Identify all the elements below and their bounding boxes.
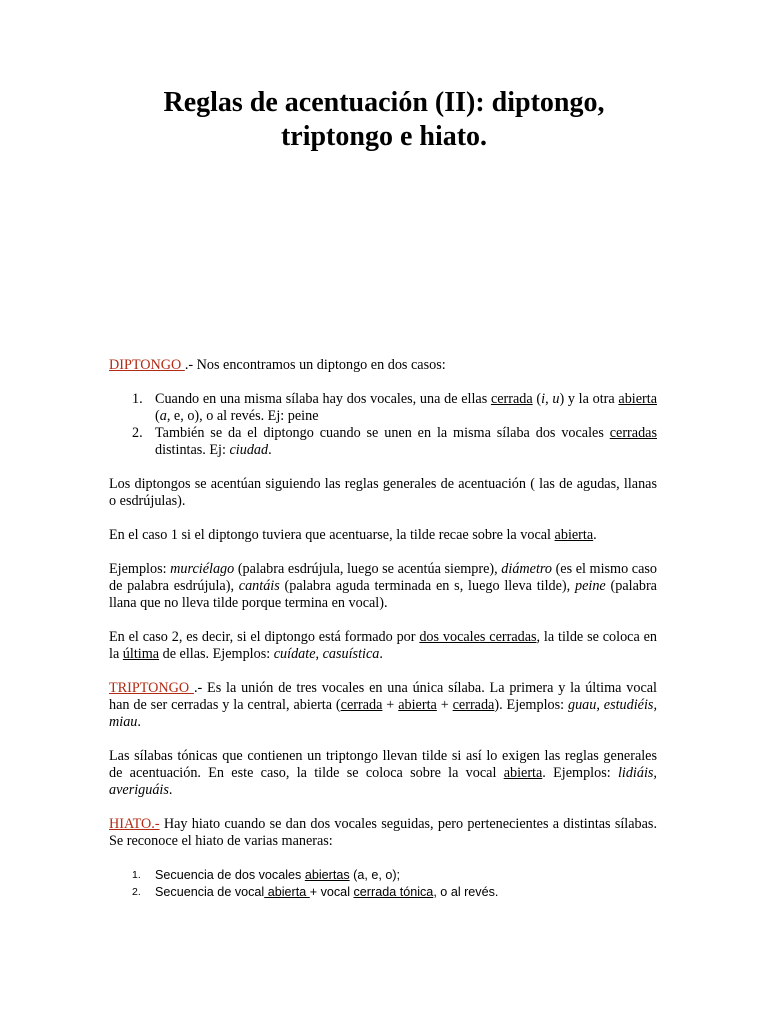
list-item: 1. Cuando en una misma sílaba hay dos vocales, una de ellas cerrada (i, u) y la otra abierta (a, e, o), o al revés. Ej: peine bbox=[132, 391, 657, 424]
title-line-2: triptongo e hiato. bbox=[280, 121, 488, 152]
list-item: 2. Secuencia de vocal abierta + vocal cerrada tónica, o al revés. bbox=[132, 885, 499, 899]
hiato-list bbox=[109, 867, 657, 901]
diptongo-rule: Los diptongos se acentúan siguiendo las reglas generales de acentuación ( las de agudas, llanas o esdrújulas). bbox=[109, 476, 657, 509]
list-item: 1. Secuencia de dos vocales abiertas (a, e, o); bbox=[132, 868, 401, 882]
document-body bbox=[109, 357, 657, 901]
hiato-heading: HIATO.- bbox=[109, 816, 160, 832]
hiato-definition: HIATO.- Hay hiato cuando se dan dos vocales seguidas, pero pertenecientes a distintas sílabas. Se reconoce el hiato de varias maneras: bbox=[109, 816, 657, 849]
document-title bbox=[60, 86, 708, 154]
diptongo-list bbox=[109, 391, 657, 459]
list-item: 2. También se da el diptongo cuando se unen en la misma sílaba dos vocales cerradas distintas. Ej: ciudad. bbox=[132, 425, 657, 458]
diptongo-case-1: En el caso 1 si el diptongo tuviera que acentuarse, la tilde recae sobre la vocal abierta. bbox=[109, 527, 597, 543]
diptongo-examples: Ejemplos: murciélago (palabra esdrújula, luego se acentúa siempre), diámetro (es el mismo caso de palabra esdrújula), cantáis (palabra aguda terminada en s, luego lleva tilde), peine (palabra llana que no lleva tilde porque termina en vocal). bbox=[109, 561, 657, 611]
triptongo-heading: TRIPTONGO bbox=[109, 680, 194, 696]
triptongo-definition: TRIPTONGO .- Es la unión de tres vocales en una única sílaba. La primera y la última vocal han de ser cerradas y la central, abierta (cerrada + abierta + cerrada). Ejemplos: guau, estudiéis, miau. bbox=[109, 680, 657, 730]
triptongo-rule: Las sílabas tónicas que contienen un triptongo llevan tilde si así lo exigen las reglas generales de acentuación. En este caso, la tilde se coloca sobre la vocal abierta. Ejemplos: lidiáis, averiguáis. bbox=[109, 748, 657, 798]
title-line-1: Reglas de acentuación (II): diptongo, bbox=[163, 87, 605, 118]
diptongo-heading: DIPTONGO bbox=[109, 357, 185, 373]
diptongo-case-2: En el caso 2, es decir, si el diptongo está formado por dos vocales cerradas, la tilde se coloca en la última de ellas. Ejemplos: cuídate, casuística. bbox=[109, 629, 657, 662]
diptongo-intro: DIPTONGO .- Nos encontramos un diptongo en dos casos: bbox=[109, 357, 446, 373]
